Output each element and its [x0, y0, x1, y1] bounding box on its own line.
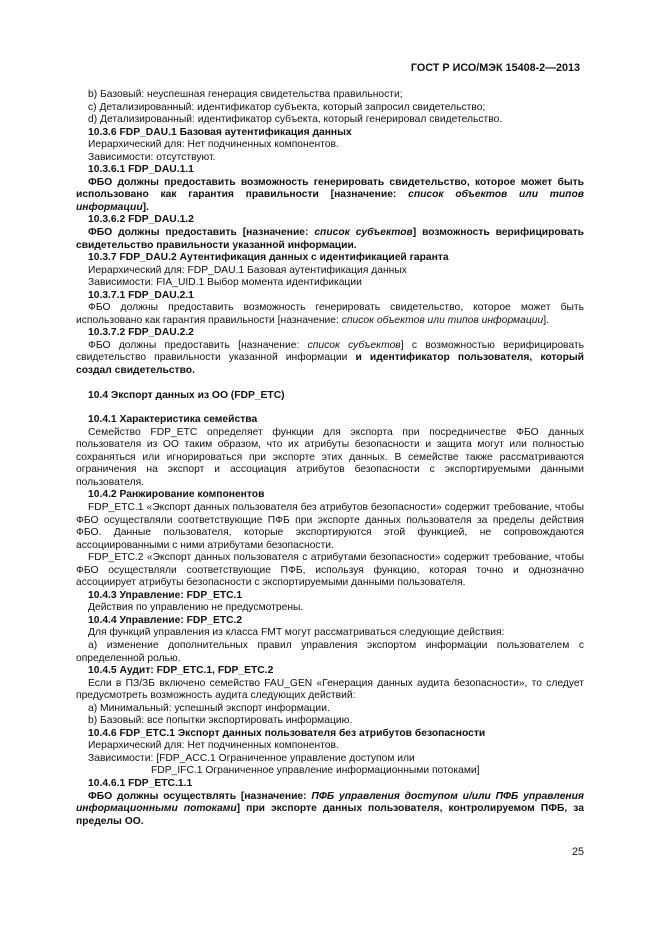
subsection-heading: 10.4.4 Управление: FDP_ETC.2 — [88, 614, 243, 626]
requirement-paragraph: ФБО должны предоставить [назначение: список субъектов] с возможностью верифицировать свидетельство правильности указанной информации и идентификатор пользователя, который создал свидетельство. — [76, 339, 584, 377]
section-heading: 10.3.6 FDP_DAU.1 Базовая аутентификация данных — [88, 126, 352, 138]
requirement-paragraph: ФБО должны осуществлять [назначение: ПФБ управления доступом и/или ПФБ управления информационными потоками] при экспорте данных пользователя, контролируемом ПФБ, за пределы ОО. — [76, 790, 584, 827]
paragraph: Если в ПЗ/ЗБ включено семейство FAU_GEN «Генерация данных аудита безопасности», то следует предусмотреть возможность аудита следующих действий: — [76, 677, 584, 702]
hierarchy-line: Иерархический для: Нет подчиненных компонентов. — [88, 740, 339, 752]
requirement-paragraph: ФБО должны предоставить [назначение: список субъектов] возможность верифицировать свидетельство правильности указанной информации. — [76, 227, 584, 251]
list-item: b) Базовый: все попытки экспортировать информацию. — [88, 715, 353, 727]
element-heading: 10.4.6.1 FDP_ETC.1.1 — [88, 777, 193, 789]
hierarchy-line: Иерархический для: FDP_DAU.1 Базовая аутентификация данных — [88, 264, 407, 276]
element-heading: 10.3.6.1 FDP_DAU.1.1 — [88, 164, 194, 176]
dependencies-line: Зависимости: [FDP_ACC.1 Ограниченное управление доступом или — [88, 752, 415, 764]
paragraph: FDP_ETC.1 «Экспорт данных пользователя без атрибутов безопасности» содержит требование, чтобы ФБО осуществляли соответствующие ПФБ при экспорте данных пользователя за пределы действия ФБО. Данные пользователя, которые экспортируются этой функцией, не сопровождаются ассоциированными с ними атрибутами безопасности. — [76, 501, 584, 551]
element-heading: 10.3.7.2 FDP_DAU.2.2 — [88, 327, 194, 339]
standard-header: ГОСТ Р ИСО/МЭК 15408-2—2013 — [410, 62, 580, 74]
hierarchy-line: Иерархический для: Нет подчиненных компонентов. — [88, 139, 339, 151]
page-content — [76, 89, 584, 828]
dependencies-line: Зависимости: отсутствуют. — [88, 151, 216, 163]
list-item: d) Детализированный: идентификатор субъекта, который генерировал свидетельство. — [88, 114, 503, 126]
dependencies-line: Зависимости: FIA_UID.1 Выбор момента идентификации — [88, 277, 362, 289]
list-item: a) изменение дополнительных правил управления экспортом информации пользователем с определенной ролью. — [76, 639, 584, 664]
section-heading: 10.4 Экспорт данных из ОО (FDP_ETC) — [88, 389, 285, 401]
list-item: b) Базовый: неуспешная генерация свидетельства правильности; — [88, 89, 403, 100]
paragraph: FDP_ETC.2 «Экспорт данных пользователя с атрибутами безопасности» содержит требование, чтобы ФБО осуществляли соответствующие ПФБ, используя функцию, которая точно и однозначно ассоциирует атрибуты безопасности с экспортируемыми данными пользователя. — [76, 552, 584, 589]
list-item: c) Детализированный: идентификатор субъекта, который запросил свидетельство; — [88, 101, 486, 113]
element-heading: 10.3.6.2 FDP_DAU.1.2 — [88, 214, 194, 226]
paragraph: Действия по управлению не предусмотрены. — [88, 602, 304, 614]
subsection-heading: 10.4.2 Ранжирование компонентов — [88, 489, 265, 501]
subsection-heading: 10.4.3 Управление: FDP_ETC.1 — [88, 589, 243, 601]
paragraph: Семейство FDP_ETC определяет функции для экспорта при посредничестве ФБО данных пользователя из ОО таким образом, что их атрибуты безопасности и защита могут или полностью сохраняться или игнорироваться при экспорте этих данных. В семействе также рассматриваются ограничения на экспорт и ассоциация атрибутов безопасности с экспортируемыми данными пользователя. — [76, 426, 584, 488]
subsection-heading: 10.4.5 Аудит: FDP_ETC.1, FDP_ETC.2 — [88, 665, 274, 677]
paragraph: Для функций управления из класса FMT могут рассматриваться следующие действия: — [88, 627, 505, 639]
subsection-heading: 10.4.1 Характеристика семейства — [88, 414, 258, 426]
list-item: а) Минимальный: успешный экспорт информации. — [88, 702, 330, 714]
requirement-paragraph: ФБО должны предоставить возможность генерировать свидетельство, которое может быть использовано как гарантия правильности [назначение: список объектов или типов информации]. — [76, 176, 584, 213]
section-heading: 10.3.7 FDP_DAU.2 Аутентификация данных с идентификацией гаранта — [88, 252, 449, 264]
element-heading: 10.3.7.1 FDP_DAU.2.1 — [88, 289, 194, 301]
requirement-paragraph: ФБО должны предоставить возможность генерировать свидетельство, которое может быть использовано как гарантия правильности [назначение: список объектов или типов информации]. — [76, 302, 584, 326]
page-number: 25 — [572, 846, 585, 858]
dependencies-line: FDP_IFC.1 Ограниченное управление информационными потоками] — [151, 765, 480, 777]
subsection-heading: 10.4.6 FDP_ETC.1 Экспорт данных пользователя без атрибутов безопасности — [88, 727, 486, 739]
